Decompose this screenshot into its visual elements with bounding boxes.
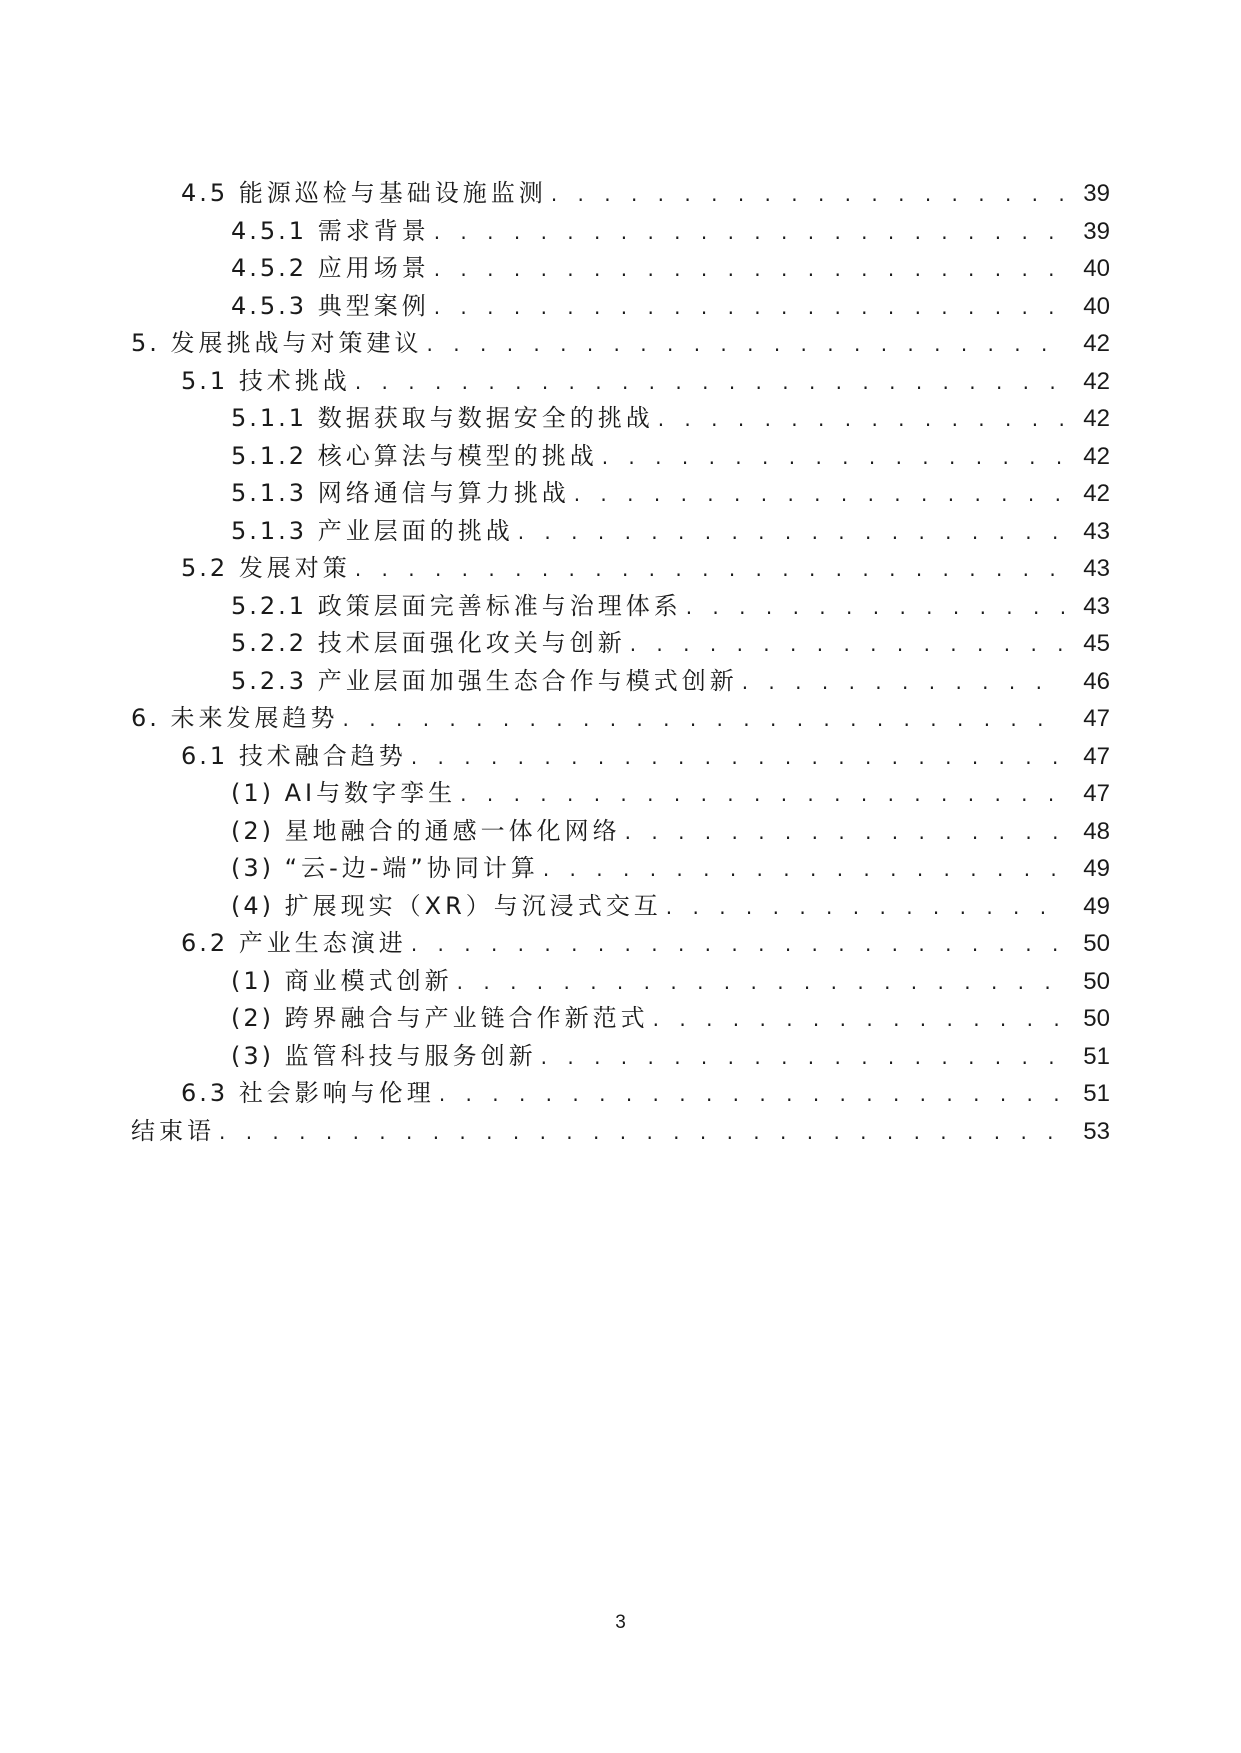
toc-entry-page: 49 bbox=[1083, 892, 1110, 920]
toc-entry-number: 4.5 bbox=[181, 179, 229, 207]
toc-entry-title: 网络通信与算力挑战 bbox=[317, 479, 570, 507]
toc-dot-leader bbox=[343, 701, 1064, 739]
toc-entry-page: 46 bbox=[1083, 667, 1110, 695]
toc-entry-page: 47 bbox=[1083, 742, 1110, 770]
toc-dot-leader bbox=[666, 889, 1064, 927]
toc-entry-number: 6.1 bbox=[181, 741, 229, 770]
toc-entry[interactable] bbox=[0, 325, 1241, 363]
toc-entry-number: (1) bbox=[231, 779, 274, 807]
toc-entry[interactable] bbox=[0, 700, 1241, 738]
toc-dot-leader bbox=[742, 664, 1064, 702]
toc-entry-title: 结束语 bbox=[131, 1116, 215, 1145]
toc-dot-leader bbox=[551, 176, 1064, 214]
toc-entry-title: 数据获取与数据安全的挑战 bbox=[317, 404, 654, 432]
toc-entry[interactable] bbox=[0, 438, 1241, 476]
toc-entry-page: 51 bbox=[1083, 1042, 1110, 1070]
toc-entry-title: 技术挑战 bbox=[238, 366, 351, 395]
toc-entry-number: 4.5.3 bbox=[231, 291, 308, 320]
toc-entry-number: 6.2 bbox=[181, 929, 229, 957]
toc-entry-page: 49 bbox=[1083, 855, 1110, 882]
toc-dot-leader bbox=[653, 1001, 1064, 1039]
toc-entry-title: 产业层面加强生态合作与模式创新 bbox=[317, 666, 738, 695]
toc-entry-page: 39 bbox=[1083, 180, 1110, 207]
toc-entry-page: 50 bbox=[1083, 930, 1110, 957]
toc-entry-title: 核心算法与模型的挑战 bbox=[317, 441, 598, 470]
toc-entry-title: 产业层面的挑战 bbox=[317, 516, 514, 545]
toc-entry[interactable] bbox=[0, 1000, 1241, 1038]
toc-entry-number: 6. bbox=[131, 704, 160, 732]
toc-entry[interactable] bbox=[0, 288, 1241, 326]
toc-entry-number: 5.1 bbox=[181, 366, 229, 395]
toc-entry-title: 能源巡检与基础设施监测 bbox=[238, 179, 547, 207]
toc-entry-title: 星地融合的通感一体化网络 bbox=[284, 816, 621, 845]
toc-entry-page: 50 bbox=[1083, 1005, 1110, 1032]
toc-entry[interactable] bbox=[0, 850, 1241, 888]
toc-entry-page: 42 bbox=[1083, 405, 1110, 432]
toc-entry-number: (1) bbox=[231, 966, 274, 995]
toc-dot-leader bbox=[434, 251, 1064, 289]
toc-entry-page: 40 bbox=[1083, 255, 1110, 282]
toc-dot-leader bbox=[686, 589, 1064, 627]
toc-entry[interactable] bbox=[0, 250, 1241, 288]
toc-dot-leader bbox=[355, 551, 1064, 589]
toc-entry-number: (4) bbox=[231, 891, 274, 920]
toc-entry-page: 53 bbox=[1083, 1117, 1110, 1145]
toc-entry-title: 未来发展趋势 bbox=[170, 704, 339, 732]
toc-dot-leader bbox=[518, 514, 1064, 552]
toc-entry-page: 42 bbox=[1083, 367, 1110, 395]
toc-entry-page: 45 bbox=[1083, 630, 1110, 657]
toc-entry[interactable] bbox=[0, 400, 1241, 438]
toc-entry-page: 47 bbox=[1083, 705, 1110, 732]
toc-entry-page: 47 bbox=[1083, 780, 1110, 807]
toc-entry[interactable] bbox=[0, 363, 1241, 401]
toc-entry-number: (3) bbox=[231, 854, 274, 882]
toc-entry-title: 典型案例 bbox=[317, 291, 430, 320]
toc-dot-leader bbox=[457, 964, 1064, 1002]
toc-entry-number: 4.5.1 bbox=[231, 216, 308, 245]
toc-entry-number: 5.1.3 bbox=[231, 516, 308, 545]
toc-entry-page: 42 bbox=[1083, 442, 1110, 470]
toc-dot-leader bbox=[411, 926, 1064, 964]
toc-entry[interactable] bbox=[0, 550, 1241, 588]
toc-dot-leader bbox=[658, 401, 1064, 439]
toc-entry-title: 发展挑战与对策建议 bbox=[170, 329, 423, 357]
toc-entry-page: 42 bbox=[1083, 480, 1110, 507]
toc-entry[interactable] bbox=[0, 475, 1241, 513]
toc-entry[interactable] bbox=[0, 738, 1241, 776]
toc-entry[interactable] bbox=[0, 925, 1241, 963]
toc-entry[interactable] bbox=[0, 963, 1241, 1001]
toc-entry-number: 5.2.2 bbox=[231, 629, 308, 657]
toc-entry-page: 50 bbox=[1083, 967, 1110, 995]
toc-entry-title: 应用场景 bbox=[317, 254, 430, 282]
toc-entry[interactable] bbox=[0, 588, 1241, 626]
toc-dot-leader bbox=[574, 476, 1064, 514]
toc-entry-number: 5.1.2 bbox=[231, 441, 308, 470]
toc-entry-number: 6.3 bbox=[181, 1079, 229, 1107]
toc-dot-leader bbox=[434, 214, 1064, 252]
toc-entry-page: 40 bbox=[1083, 292, 1110, 320]
page-number: 3 bbox=[615, 1612, 626, 1633]
toc-dot-leader bbox=[355, 364, 1064, 402]
toc-entry[interactable] bbox=[0, 213, 1241, 251]
toc-entry-title: 政策层面完善标准与治理体系 bbox=[317, 591, 682, 620]
toc-entry[interactable] bbox=[0, 663, 1241, 701]
toc-entry-title: “云-边-端”协同计算 bbox=[284, 854, 539, 882]
toc-entry-number: 5.2 bbox=[181, 554, 229, 582]
toc-entry-number: (3) bbox=[231, 1041, 274, 1070]
toc-entry-title: 需求背景 bbox=[317, 216, 430, 245]
toc-dot-leader bbox=[427, 326, 1064, 364]
toc-entry-page: 43 bbox=[1083, 555, 1110, 582]
toc-dot-leader bbox=[630, 626, 1064, 664]
toc-entry-title: 技术层面强化攻关与创新 bbox=[317, 629, 626, 657]
toc-entry[interactable] bbox=[0, 175, 1241, 213]
toc-entry-page: 43 bbox=[1083, 517, 1110, 545]
toc-entry[interactable] bbox=[0, 775, 1241, 813]
toc-dot-leader bbox=[602, 439, 1064, 477]
toc-entry-page: 48 bbox=[1083, 817, 1110, 845]
toc-entry-title: 技术融合趋势 bbox=[238, 741, 407, 770]
toc-entry-title: AI与数字孪生 bbox=[284, 779, 457, 807]
toc-dot-leader bbox=[625, 814, 1064, 852]
toc-entry-title: 监管科技与服务创新 bbox=[284, 1041, 537, 1070]
toc-entry-number: (2) bbox=[231, 816, 274, 845]
toc-entry-page: 51 bbox=[1083, 1080, 1110, 1107]
toc-entry-page: 39 bbox=[1083, 217, 1110, 245]
toc-dot-leader bbox=[543, 851, 1064, 889]
toc-entry-number: 5.1.3 bbox=[231, 479, 308, 507]
toc-entry-page: 43 bbox=[1083, 592, 1110, 620]
toc-entry[interactable] bbox=[0, 1075, 1241, 1113]
toc-entry[interactable] bbox=[0, 1113, 1241, 1151]
toc-entry[interactable] bbox=[0, 513, 1241, 551]
toc-entry-number: 5.1.1 bbox=[231, 404, 308, 432]
toc-entry[interactable] bbox=[0, 813, 1241, 851]
toc-dot-leader bbox=[411, 739, 1064, 777]
toc-entry-number: (2) bbox=[231, 1004, 274, 1032]
toc-entry[interactable] bbox=[0, 1038, 1241, 1076]
toc-entry-title: 跨界融合与产业链合作新范式 bbox=[284, 1004, 649, 1032]
toc-entry-number: 5.2.1 bbox=[231, 591, 308, 620]
toc-entry-title: 发展对策 bbox=[238, 554, 351, 582]
toc-dot-leader bbox=[434, 289, 1064, 327]
toc-dot-leader bbox=[219, 1114, 1064, 1152]
toc-entry[interactable] bbox=[0, 625, 1241, 663]
toc-entry-title: 扩展现实（XR）与沉浸式交互 bbox=[284, 891, 662, 920]
toc-entry[interactable] bbox=[0, 888, 1241, 926]
toc-dot-leader bbox=[439, 1076, 1064, 1114]
toc-dot-leader bbox=[460, 776, 1064, 814]
table-of-contents bbox=[0, 175, 1241, 1150]
toc-entry-page: 42 bbox=[1083, 330, 1110, 357]
toc-entry-number: 5.2.3 bbox=[231, 666, 308, 695]
toc-entry-number: 5. bbox=[131, 329, 160, 357]
toc-entry-title: 产业生态演进 bbox=[238, 929, 407, 957]
toc-dot-leader bbox=[541, 1039, 1064, 1077]
toc-entry-title: 商业模式创新 bbox=[284, 966, 453, 995]
toc-entry-title: 社会影响与伦理 bbox=[238, 1079, 435, 1107]
toc-entry-number: 4.5.2 bbox=[231, 254, 308, 282]
